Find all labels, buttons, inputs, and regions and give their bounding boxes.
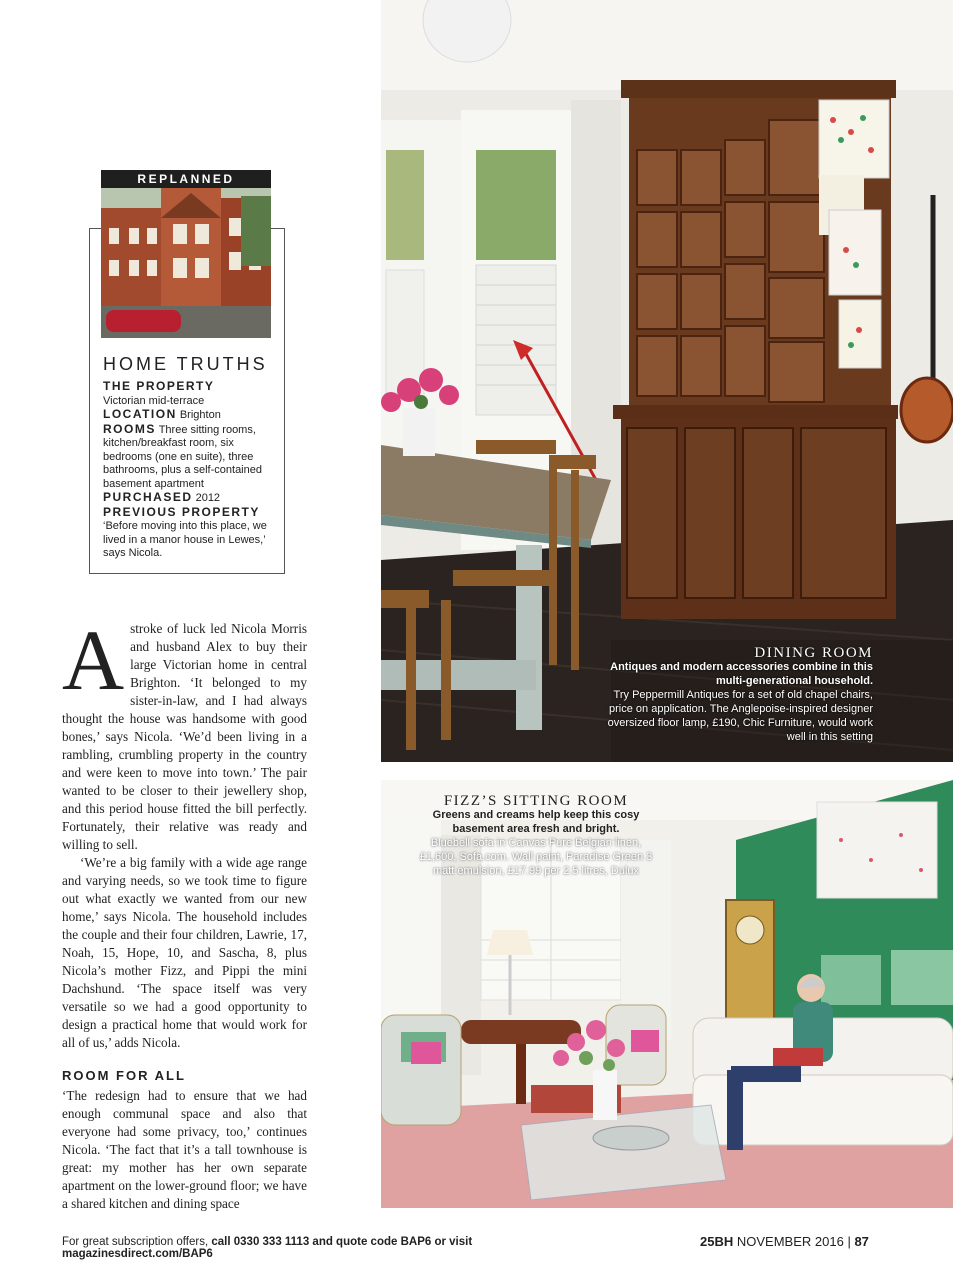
caption-lead: Antiques and modern accessories combine in this multi-generational household. <box>610 661 873 687</box>
dining-room-caption <box>600 646 873 744</box>
factbox-title: HOME TRUTHS <box>103 354 268 374</box>
fact-label: PREVIOUS PROPERTY <box>103 504 260 519</box>
fact-label: LOCATION <box>103 407 177 421</box>
fact-label: ROOMS <box>103 421 156 436</box>
footer-lead: For great subscription offers, <box>62 1236 209 1248</box>
caption-title: FIZZ’S SITTING ROOM <box>443 793 629 809</box>
caption-title: DINING ROOM <box>754 645 873 661</box>
folio-magazine: 25BH <box>700 1234 734 1249</box>
sitting-room-caption <box>418 794 654 878</box>
page-number: 87 <box>854 1234 869 1249</box>
fact-value: Brighton <box>179 409 221 421</box>
caption-text: Bluebell sofa in Canvas Pure Belgian linen, £1,600, Sofa.com. Wall paint, Paradise Green 3 matt emulsion, £17.99 per 2.5 litres, Dulux <box>419 837 653 877</box>
townhouse-exterior-photo <box>101 188 271 338</box>
article-intro <box>62 612 307 1052</box>
article-continued <box>62 1087 307 1213</box>
fact-label: THE PROPERTY <box>103 379 215 393</box>
paragraph: ‘The redesign had to ensure that we had enough communal space and also that everyone had some privacy, too,’ continues Nicola. ‘The fact that it’s a tall townhouse is great: my mother has her own separate apartment on the lower-ground floor; we have a shared kitchen and dining space <box>62 1088 307 1211</box>
replanned-tag: REPLANNED <box>101 170 271 188</box>
caption-text: Try Peppermill Antiques for a set of old chapel chairs, price on application. The Anglepoise-inspired designer oversized floor lamp, £190, Chic Furniture, would work well in this setting <box>607 689 873 743</box>
fact-value: ‘Before moving into this place, we lived in a manor house in Lewes,’ says Nicola. <box>103 520 267 559</box>
folio-separator: | <box>847 1234 851 1249</box>
folio <box>700 1234 869 1249</box>
fact-value: Victorian mid-terrace <box>103 394 205 407</box>
subscription-footer <box>62 1236 622 1260</box>
footer-offer: call 0330 333 1113 and quote code BAP6 or visit magazinesdirect.com/BAP6 <box>62 1236 473 1260</box>
factbox-facts <box>103 380 278 561</box>
fact-value: Three sitting rooms, kitchen/breakfast room, six bedrooms (one en suite), three bathrooms, plus a self-contained basement apartment <box>103 423 262 490</box>
caption-lead: Greens and creams help keep this cosy basement area fresh and bright. <box>432 809 640 835</box>
fact-label: PURCHASED <box>103 490 193 504</box>
fact-value: 2012 <box>195 492 221 504</box>
paragraph: ‘We’re a big family with a wide age range and varying needs, so we took time to figure out what exactly we wanted from our new home,’ says Nicola. The household includes the couple and their four children, Lawrie, 17, Noah, 15, Hope, 10, and Sascha, 8, plus Nicola’s mother Fizz, and Pippi the mini Dachshund. ‘The space itself was very versatile so we had a good opportunity to design a practical home that would work for all of us,’ adds Nicola. <box>62 855 307 1050</box>
paragraph: stroke of luck led Nicola Morris and husband Alex to buy their large Victorian home in central Brighton. ‘It belonged to my sister-in-law, and I had always thought the house was handsome with good bones,’ says Nicola. ‘We’d been living in a rambling, crumbling property in the country and were keen to move into town.’ The pair wanted to be closer to their jewellery shop, and this period house fitted the bill perfectly. Fortunately, their relative was ready and willing to sell. <box>62 621 307 852</box>
drop-cap: A <box>62 612 125 708</box>
folio-issue: NOVEMBER 2016 <box>736 1234 844 1249</box>
section-subhead: ROOM FOR ALL <box>62 1068 186 1083</box>
